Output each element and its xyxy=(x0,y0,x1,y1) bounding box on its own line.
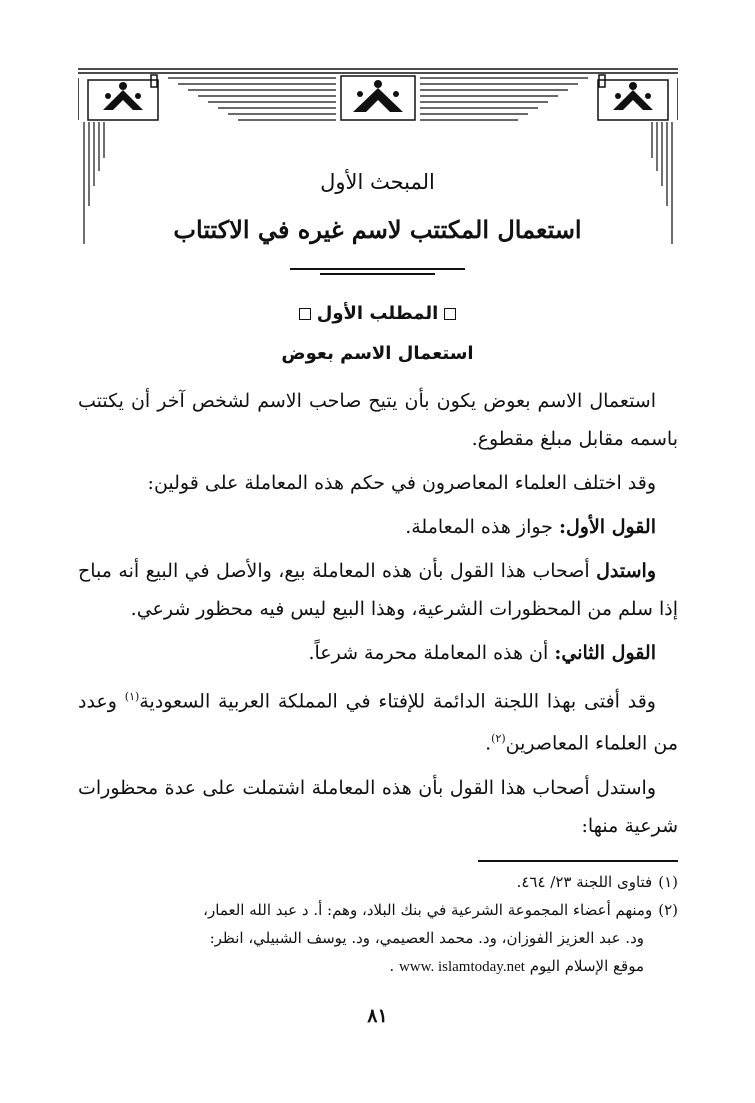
paragraph-text: أن هذه المعاملة محرمة شرعاً. xyxy=(308,642,555,664)
subsection-label-text: المطلب الأول xyxy=(316,303,439,324)
square-bullet-icon xyxy=(444,308,456,320)
footnote-text: . xyxy=(389,957,395,975)
footnote-text: فتاوى اللجنة ٢٣/ ٤٦٤. xyxy=(516,873,653,891)
footnote-text: ومنهم أعضاء المجموعة الشرعية في بنك البلاد، وهم: أ. د عبد الله العمار، xyxy=(203,901,653,919)
subsection-title: استعمال الاسم بعوض xyxy=(281,343,474,364)
footnote-2 xyxy=(78,896,678,924)
paragraph-text: وقد أفتى بهذا اللجنة الدائمة للإفتاء في المملكة العربية السعودية xyxy=(139,690,656,713)
footnote-number: (١) xyxy=(658,873,678,891)
square-bullet-icon xyxy=(299,308,311,320)
paragraph: استعمال الاسم بعوض يكون بأن يتيح صاحب الاسم لشخص آخر أن يكتتب باسمه مقابل مبلغ مقطوع. xyxy=(78,390,678,450)
footnote-ref[interactable]: (١) xyxy=(124,690,140,703)
paragraph-label: واستدل xyxy=(596,560,656,582)
paragraph-text: . xyxy=(485,732,492,755)
paragraph-text: وعدد من العلماء المعاصرين xyxy=(78,690,678,755)
footnote-divider xyxy=(478,860,678,862)
paragraph-text: جواز هذه المعاملة. xyxy=(405,516,559,538)
paragraph: واستدل أصحاب هذا القول بأن هذه المعاملة اشتملت على عدة محظورات شرعية منها: xyxy=(78,776,678,837)
title-divider xyxy=(290,268,465,270)
footnote-number: (٢) xyxy=(658,901,678,919)
footnote-ref[interactable]: (٢) xyxy=(491,732,506,746)
paragraph-label: القول الأول: xyxy=(558,516,656,538)
footnote-1 xyxy=(78,868,678,896)
section-label: المبحث الأول xyxy=(320,170,435,194)
paragraph xyxy=(78,634,678,672)
footnote-text: موقع الإسلام اليوم xyxy=(529,957,644,975)
footnotes xyxy=(78,868,678,981)
paragraph: وقد اختلف العلماء المعاصرون في حكم هذه المعاملة على قولين: xyxy=(147,472,656,494)
footnote-2-line xyxy=(78,952,678,981)
subsection-label xyxy=(0,303,755,324)
footnote-2-line: ود. عبد العزيز الفوزان، ود. محمد العصيمي، ود. يوسف الشبيلي، انظر: xyxy=(209,929,644,947)
paragraph-label: القول الثاني: xyxy=(554,642,656,664)
page-number: ٨١ xyxy=(367,1005,388,1027)
chapter-title: استعمال المكتتب لاسم غيره في الاكتتاب xyxy=(173,215,582,244)
paragraph xyxy=(78,508,678,546)
paragraph xyxy=(78,678,678,763)
website-link[interactable]: www. islamtoday.net xyxy=(398,959,525,975)
paragraph xyxy=(78,552,678,628)
title-divider xyxy=(320,273,435,275)
body-text xyxy=(78,382,678,851)
paragraph-text: أصحاب هذا القول بأن هذه المعاملة بيع، والأصل في البيع أنه مباح إذا سلم من المحظورات الشرعية، وهذا البيع ليس فيه محظور شرعي. xyxy=(78,560,678,620)
